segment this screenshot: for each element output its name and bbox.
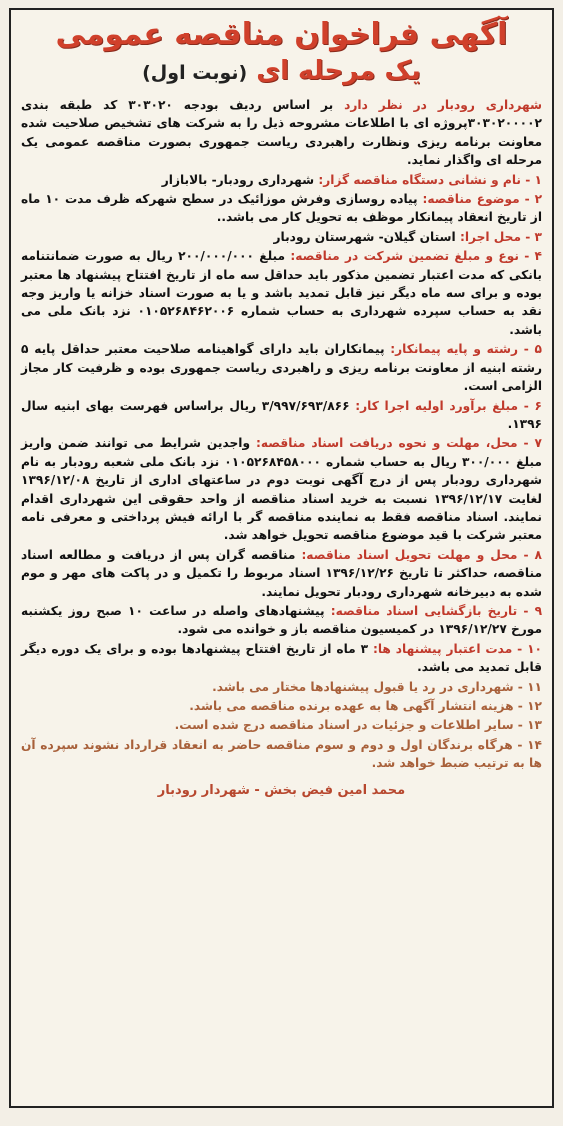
item-label: ۵ - رشته و پایه پیمانکار: bbox=[390, 342, 542, 357]
item-label: ۱ - نام و نشانی دستگاه مناقصه گزار: bbox=[318, 172, 542, 187]
item-label: ۸ - محل و مهلت تحویل اسناد مناقصه: bbox=[301, 547, 542, 562]
notice-title: آگهی فراخوان مناقصه عمومی bbox=[55, 17, 508, 52]
item-text: واجدین شرایط می توانند ضمن واریز مبلغ ۳۰۰/۰۰۰ ریال به حساب شماره ۰۱۰۵۲۶۸۴۵۸۰۰۰ نزد بانک ملی شعبه رودبار به نام شهرداری رودبار پس از درج آگهی نوبت دوم در ساعتهای اداری از تاریخ ۱۳۹۶/۱۲/۰۸ لغایت ۱۳۹۶/۱۲/۱۷ نسبت به خرید اسناد مناقصه از واحد حقوقی این شهرداری اقدام نمایند. اسناد مناقصه فقط به نماینده مناقصه گر با ارائه فیش پرداختی و معرفی نامه معتبر شرکت با قید موضوع مناقصه تحویل خواهد شد. bbox=[21, 436, 542, 543]
signature: محمد امین فیض بخش - شهردار رودبار bbox=[157, 782, 406, 798]
item-label: ۶ - مبلغ برآورد اولیه اجرا کار: bbox=[355, 398, 542, 413]
item-10 bbox=[21, 640, 542, 677]
item-4 bbox=[21, 247, 542, 339]
item-text: پیشنهادهای واصله در ساعت ۱۰ صبح روز یکشنبه مورخ ۱۳۹۶/۱۲/۲۷ در کمیسیون مناقصه باز و خوانده می شود. bbox=[21, 603, 542, 637]
item-5 bbox=[21, 340, 542, 395]
item-label: ۷ - محل، مهلت و نحوه دریافت اسناد مناقصه: bbox=[256, 436, 542, 451]
item-2 bbox=[21, 190, 542, 227]
item-label: ۲ - موضوع مناقصه: bbox=[422, 192, 543, 207]
item-3 bbox=[21, 228, 542, 246]
item-6 bbox=[21, 397, 542, 434]
item-text: پیاده روسازی وفرش موزائیک در سطح شهرکه ظرف مدت ۱۰ ماه از تاریخ انعقاد پیمانکار موظف به تحویل کار می باشد.. bbox=[21, 192, 542, 225]
item-text: استان گیلان- شهرستان رودبار bbox=[273, 229, 460, 244]
note-14: ۱۴ - هرگاه برندگان اول و دوم و سوم مناقصه حاضر به انعقاد قرارداد نشوند سپرده آن ها به ترتیب ضبط خواهد شد. bbox=[21, 737, 542, 771]
item-8 bbox=[21, 546, 542, 601]
item-text: پیمانکاران باید دارای گواهینامه صلاحیت معتبر حداقل پایه ۵ رشته ابنیه از معاونت برنامه ریزی و راهبردی ریاست جمهوری بوده و ظرفیت کار مجاز الزامی است. bbox=[21, 342, 542, 394]
item-text: ۳/۹۹۷/۶۹۳/۸۶۶ ریال براساس فهرست بهای ابنیه سال ۱۳۹۶. bbox=[21, 398, 542, 431]
tender-notice bbox=[9, 8, 554, 1108]
note-13: ۱۳ - سایر اطلاعات و جزئیات در اسناد مناقصه درج شده است. bbox=[174, 718, 542, 733]
note-11: ۱۱ - شهرداری در رد یا قبول پیشنهادها مختار می باشد. bbox=[212, 679, 542, 694]
intro-paragraph bbox=[21, 96, 542, 170]
item-7 bbox=[21, 434, 542, 544]
item-1 bbox=[21, 171, 542, 189]
item-text: شهرداری رودبار- بالابازار bbox=[161, 172, 319, 187]
notice-body bbox=[21, 96, 542, 773]
item-label: ۱۰ - مدت اعتبار پیشنهاد ها: bbox=[372, 641, 542, 656]
item-text: مناقصه گران پس از دریافت و مطالعه اسناد مناقصه، حداکثر تا تاریخ ۱۳۹۶/۱۲/۲۶ اسناد مربوط را تکمیل و در پاکت های مهر و موم شده به دبیرخانه شهرداری رودبار تحویل نمایند. bbox=[21, 547, 542, 599]
item-label: ۴ - نوع و مبلغ تضمین شرکت در مناقصه: bbox=[290, 249, 542, 264]
notice-subtitle bbox=[21, 54, 542, 90]
item-label: ۹ - تاریخ بازگشایی اسناد مناقصه: bbox=[330, 603, 543, 618]
item-text: ۳ ماه از تاریخ افتتاح پیشنهادها بوده و برای یک دوره دیگر قابل تمدید می باشد. bbox=[21, 641, 542, 675]
intro-highlight: شهرداری رودبار در نظر دارد bbox=[344, 98, 542, 112]
item-text: مبلغ ۲۰۰/۰۰۰/۰۰۰ ریال به صورت ضمانتنامه بانکی که مدت اعتبار تضمین مذکور باید حداقل سه ماه از تاریخ افتتاح پیشنهاد ها معتبر بوده و برای سه ماه دیگر نیز قابل تمدید باشد و یا به صورت اسناد خزانه یا واریز وجه نقد به حساب سپرده شهرداری به حساب شماره ۰۱۰۵۲۶۸۴۶۲۰۰۶ نزد بانک ملی می باشد. bbox=[21, 249, 542, 337]
item-9 bbox=[21, 602, 542, 639]
item-label: ۳ - محل اجرا: bbox=[459, 229, 542, 244]
intro-text: بر اساس ردیف بودجه ۳۰۳۰۲۰ کد طبقه بندی ۳۰۳۰۲۰۰۰۰۲پروژه ای با اطلاعات مشروحه ذیل را به شرکت های تشخیص صلاحیت شده معاونت برنامه ریزی ونظارت راهبردی ریاست جمهوری بصورت مناقصه عمومی یک مرحله ای واگذار نماید. bbox=[21, 98, 542, 168]
subtitle-main: یک مرحله ای bbox=[256, 56, 421, 86]
note-12: ۱۲ - هزینه انتشار آگهی ها به عهده برنده مناقصه می باشد. bbox=[189, 699, 542, 713]
subtitle-round: (نوبت اول) bbox=[142, 62, 248, 84]
